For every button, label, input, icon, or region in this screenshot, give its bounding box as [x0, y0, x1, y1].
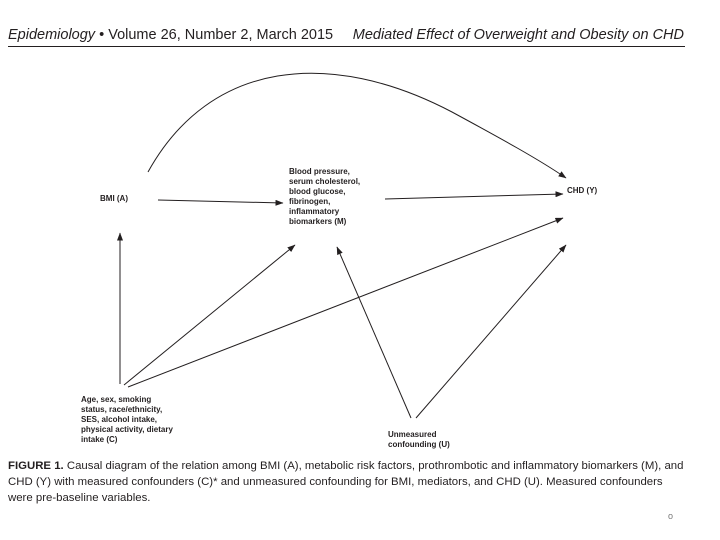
page-marker: o	[668, 511, 674, 521]
arrow-confounders-to-mediators	[124, 245, 295, 385]
node-unmeasured-confounding: Unmeasured confounding (U)	[388, 430, 450, 449]
node-bmi: BMI (A)	[100, 194, 128, 203]
header-separator: •	[99, 27, 105, 43]
arrow-confounders-to-chd	[128, 218, 563, 387]
arrow-mediators-to-chd	[385, 194, 563, 199]
arrow-bmi-to-mediators	[158, 200, 283, 203]
caption-text: Causal diagram of the relation among BMI (A), metabolic risk factors, prothrombotic and inflammatory biomarkers (M), and CHD (Y) with measured confounders (C)* and unmeasured confounding for BMI, mediators, and CHD (U). Measured confounders were pre-baseline variables.	[8, 460, 684, 504]
arrow-unmeasured-to-chd	[416, 245, 566, 418]
issue-info: Volume 26, Number 2, March 2015	[108, 27, 334, 43]
running-title: Mediated Effect of Overweight and Obesity on CHD	[352, 27, 684, 43]
node-chd: CHD (Y)	[567, 186, 598, 195]
figure-label: FIGURE 1.	[8, 460, 64, 472]
figure-caption	[8, 458, 688, 506]
journal-name: Epidemiology	[8, 27, 96, 43]
node-mediators: Blood pressure, serum cholesterol, blood glucose, fibrinogen, inflammatory biomarkers (M)	[289, 167, 361, 226]
node-measured-confounders: Age, sex, smoking status, race/ethnicity, SES, alcohol intake, physical activity, dietary intake (C)	[81, 395, 173, 444]
arrow-unmeasured-to-mediators	[337, 247, 411, 418]
arrow-bmi-to-chd-curve	[148, 73, 566, 178]
